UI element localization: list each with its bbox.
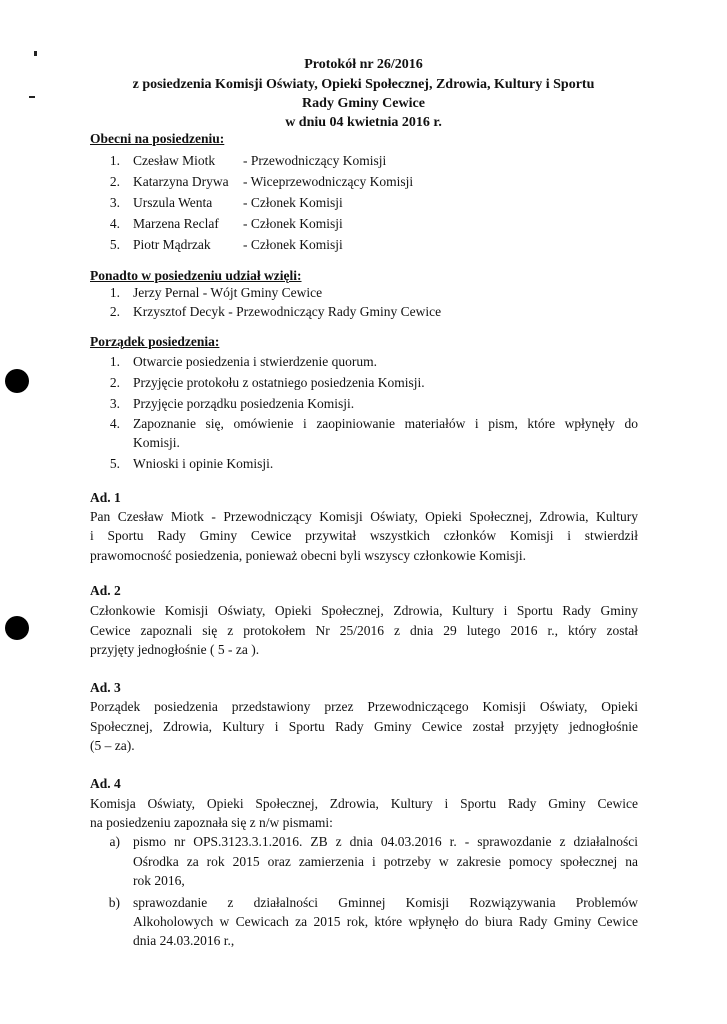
section-heading: Ad. 2 bbox=[90, 583, 121, 598]
punch-hole bbox=[5, 369, 29, 393]
member-name: Piotr Mądrzak bbox=[133, 237, 211, 252]
member-name: Urszula Wenta bbox=[133, 195, 213, 210]
member-name: Katarzyna Drywa bbox=[133, 174, 229, 189]
meeting-date: w dniu 04 kwietnia 2016 r. bbox=[285, 115, 442, 130]
member-role: - Członek Komisji bbox=[243, 195, 343, 210]
section-heading: Ad. 1 bbox=[90, 490, 121, 505]
punch-hole bbox=[5, 616, 29, 640]
document-title: Protokół nr 26/2016 bbox=[304, 57, 423, 72]
others-heading: Ponadto w posiedzeniu udział wzięli: bbox=[90, 268, 302, 283]
agenda-heading: Porządek posiedzenia: bbox=[90, 334, 220, 349]
section-heading: Ad. 3 bbox=[90, 680, 121, 695]
member-name: Czesław Miotk bbox=[133, 153, 216, 168]
present-heading: Obecni na posiedzeniu: bbox=[90, 131, 225, 146]
scan-speck bbox=[34, 51, 37, 56]
member-role: - Członek Komisji bbox=[243, 216, 343, 231]
document-page: Protokół nr 26/2016 z posiedzenia Komisji Oświaty, Opieki Społecznej, Zdrowia, Kultury i Sportu Rady Gminy Cewice w dniu 04 kwietnia 2016 r. Obecni na posiedzeniu: 1. Czesław Miotk - Przewodniczący Komisji 2. Katarzyna Drywa - Wiceprzewodniczący Komisji 3. Urszula Wenta - Członek Komisji 4. Marzena Reclaf - Członek Komisji 5. Piotr Mądrzak - Członek Komisji Ponadto w posiedzeniu udział wzięli: 1. Jerzy Pernal - Wójt Gminy Cewice 2. Krzysztof Decyk - Przewodniczący Rady Gminy Cewice Porządek posiedzenia: 1. Otwarcie posiedzenia i stwierdzenie quorum. 2. Przyjęcie protokołu z ostatniego posiedzenia Komisji. 3. Przyjęcie porządku posiedzenia Komisji. 4. Zapoznanie się, omówienie i zaopiniowanie materiałów i pism, które wpłynęły do Komisji. 5. Wnioski i opinie Komisji. Ad. 1 Pan Czesław Miotk - Przewodniczący Komisji Oświaty, Opieki Społecznej, Zdrowia, Kultury i Sportu Rady Gminy Cewice przywitał wszystkich członków Komisji i stwierdził prawomocność posiedzenia, ponieważ obecni byli wszyscy członkowie Komisji. Ad. 2 Członkowie Komisji Oświaty, Opieki Społecznej, Zdrowia, Kultury i Sportu Rady Gminy Cewice zapoznali się z protokołem Nr 25/2016 z dnia 29 lutego 2016 r., który został przyjęty jednogłośnie ( 5 - za ). Ad. 3 Porządek posiedzenia przedstawiony przez Przewodniczącego Komisji Oświaty, Opieki Społecznej, Zdrowia, Kultury i Sportu Rady Gminy Cewice został przyjęty jednogłośnie (5 – za). Ad. 4 Komisja Oświaty, Opieki Społecznej, Zdrowia, Kultury i Sportu Rady Gminy Cewice na posiedzeniu zapoznała się z n/w pismami: a) pismo nr OPS.3123.3.1.2016. ZB z dnia 04.03.2016 r. - sprawozdanie z działalności Ośrodka za rok 2015 oraz zamierzenia i potrzeby w zakresie pomocy społecznej na rok 2016, b) sprawozdanie z działalności Gminnej Komisji Rozwiązywania Problemów Alkoholowych w Cewicach za 2015 rok, które wpłynęło do biura Rady Gminy Cewice dnia 24.03.2016 r., bbox=[0, 0, 727, 1024]
member-role: - Przewodniczący Komisji bbox=[243, 153, 387, 168]
section-heading: Ad. 4 bbox=[90, 776, 121, 791]
document-subtitle: z posiedzenia Komisji Oświaty, Opieki Społecznej, Zdrowia, Kultury i Sportu bbox=[132, 77, 595, 92]
member-role: - Wiceprzewodniczący Komisji bbox=[243, 174, 414, 189]
council-name: Rady Gminy Cewice bbox=[302, 96, 425, 111]
member-name: Marzena Reclaf bbox=[133, 216, 219, 231]
member-role: - Członek Komisji bbox=[243, 237, 343, 252]
